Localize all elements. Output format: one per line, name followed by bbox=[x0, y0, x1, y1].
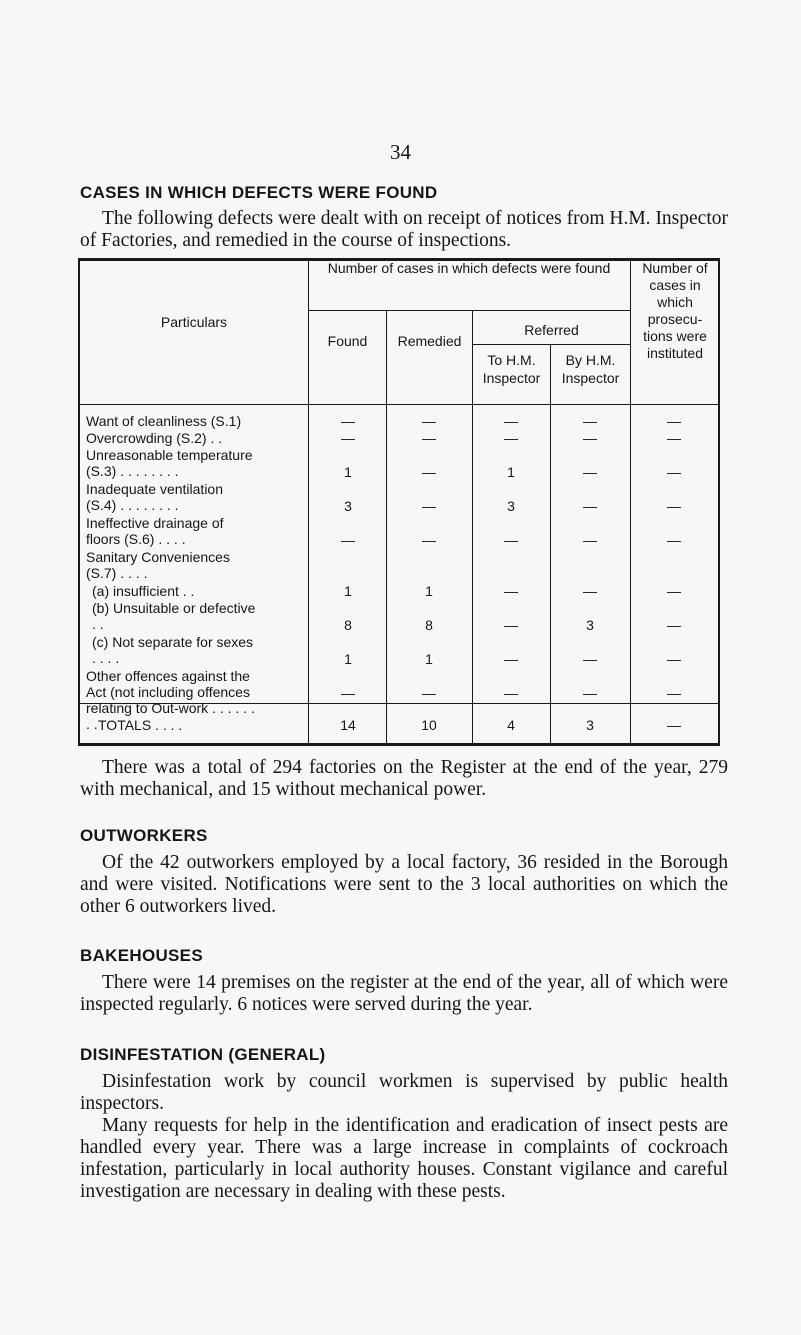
total-prosecutions: — bbox=[667, 717, 681, 733]
header-number-of-cases: Number of cases in which defects were found bbox=[327, 260, 611, 276]
totals-label: TOTALS . . . . bbox=[98, 717, 183, 733]
row-label: Ineffective drainage of floors (S.6) . . . . bbox=[86, 515, 224, 547]
header-found: Found bbox=[327, 333, 368, 349]
row-label: Other offences against the Act (not including offences relating to Out-work . . . . . . . . bbox=[86, 668, 255, 732]
cell-found: 1 bbox=[344, 651, 352, 667]
header-referred: Referred bbox=[524, 322, 579, 338]
cell-to-hm: — bbox=[504, 532, 518, 548]
cell-found: — bbox=[341, 685, 355, 701]
cell-to-hm: 1 bbox=[507, 464, 515, 480]
cell-prosecutions: — bbox=[667, 651, 681, 667]
section-heading-disinfestation: DISINFESTATION (GENERAL) bbox=[80, 1045, 326, 1064]
cell-by-hm: — bbox=[583, 430, 597, 446]
cell-found: 1 bbox=[344, 583, 352, 599]
cell-remedied: — bbox=[422, 532, 436, 548]
cell-by-hm: — bbox=[583, 583, 597, 599]
total-to-hm: 4 bbox=[507, 717, 515, 733]
bakehouses-text: There were 14 premises on the register at the end of the year, all of which were inspected regularly. 6 notices were served during the year. bbox=[80, 972, 728, 1015]
section-heading-outworkers: OUTWORKERS bbox=[80, 826, 208, 845]
cell-by-hm: — bbox=[583, 498, 597, 514]
cell-remedied: 8 bbox=[425, 617, 433, 633]
cell-prosecutions: — bbox=[667, 413, 681, 429]
header-to-hm-inspector: To H.M. Inspector bbox=[482, 352, 541, 386]
header-by-hm-inspector: By H.M. Inspector bbox=[561, 352, 620, 386]
cell-remedied: — bbox=[422, 685, 436, 701]
cell-remedied: 1 bbox=[425, 651, 433, 667]
cell-to-hm: — bbox=[504, 651, 518, 667]
cell-found: — bbox=[341, 430, 355, 446]
cell-prosecutions: — bbox=[667, 685, 681, 701]
cell-by-hm: 3 bbox=[586, 617, 594, 633]
cell-prosecutions: — bbox=[667, 617, 681, 633]
outworkers-text: Of the 42 outworkers employed by a local factory, 36 resided in the Borough and were visited. Notifications were sent to the 3 local authorities on which the other 6 outworkers lived. bbox=[80, 852, 728, 917]
total-by-hm: 3 bbox=[586, 717, 594, 733]
factories-register-text: There was a total of 294 factories on the Register at the end of the year, 279 with mechanical, and 15 without mechanical power. bbox=[80, 757, 728, 800]
header-prosecutions: Number of cases in which prosecu- tions were instituted bbox=[642, 260, 708, 361]
section-heading-bakehouses: BAKEHOUSES bbox=[80, 946, 203, 965]
cell-by-hm: — bbox=[583, 685, 597, 701]
header-particulars: Particulars bbox=[160, 314, 228, 330]
row-label: Sanitary Conveniences (S.7) . . . . bbox=[86, 549, 230, 581]
cell-to-hm: — bbox=[504, 413, 518, 429]
cell-to-hm: — bbox=[504, 617, 518, 633]
defects-table bbox=[78, 258, 720, 746]
total-remedied: 10 bbox=[421, 717, 437, 733]
row-label: Unreasonable temperature (S.3) . . . . . . . . bbox=[86, 447, 253, 479]
cell-found: 3 bbox=[344, 498, 352, 514]
section-heading-defects: CASES IN WHICH DEFECTS WERE FOUND bbox=[80, 183, 438, 202]
cell-prosecutions: — bbox=[667, 430, 681, 446]
cell-remedied: — bbox=[422, 498, 436, 514]
cell-prosecutions: — bbox=[667, 532, 681, 548]
header-remedied: Remedied bbox=[397, 333, 462, 349]
defects-intro: The following defects were dealt with on receipt of notices from H.M. Inspector of Factories, and remedied in the course of inspections. bbox=[80, 208, 728, 251]
row-label: Inadequate ventilation (S.4) . . . . . . . . bbox=[86, 481, 223, 513]
row-label: Overcrowding (S.2) . . bbox=[86, 430, 223, 446]
cell-to-hm: — bbox=[504, 583, 518, 599]
total-found: 14 bbox=[340, 717, 356, 733]
cell-to-hm: — bbox=[504, 685, 518, 701]
cell-found: — bbox=[341, 532, 355, 548]
cell-to-hm: 3 bbox=[507, 498, 515, 514]
row-label: (a) insufficient . . bbox=[92, 583, 195, 599]
row-label: (b) Unsuitable or defective . . bbox=[92, 600, 256, 632]
row-label: Want of cleanliness (S.1) bbox=[86, 413, 242, 429]
disinfestation-text-2: Many requests for help in the identification and eradication of insect pests are handled every year. There was a large increase in complaints of cockroach infestation, particularly in local authority houses. Constant vigilance and careful investigation are necessary in dealing with these pests. bbox=[80, 1115, 728, 1202]
cell-prosecutions: — bbox=[667, 583, 681, 599]
disinfestation-text-1: Disinfestation work by council workmen is supervised by public health inspectors. bbox=[80, 1071, 728, 1114]
cell-found: 1 bbox=[344, 464, 352, 480]
page-number: 34 bbox=[390, 140, 411, 164]
cell-by-hm: — bbox=[583, 464, 597, 480]
cell-remedied: — bbox=[422, 413, 436, 429]
cell-by-hm: — bbox=[583, 532, 597, 548]
cell-remedied: — bbox=[422, 430, 436, 446]
cell-to-hm: — bbox=[504, 430, 518, 446]
cell-prosecutions: — bbox=[667, 464, 681, 480]
cell-found: — bbox=[341, 413, 355, 429]
cell-remedied: — bbox=[422, 464, 436, 480]
cell-by-hm: — bbox=[583, 413, 597, 429]
row-label: (c) Not separate for sexes . . . . bbox=[92, 634, 254, 666]
cell-by-hm: — bbox=[583, 651, 597, 667]
cell-found: 8 bbox=[344, 617, 352, 633]
cell-remedied: 1 bbox=[425, 583, 433, 599]
cell-prosecutions: — bbox=[667, 498, 681, 514]
